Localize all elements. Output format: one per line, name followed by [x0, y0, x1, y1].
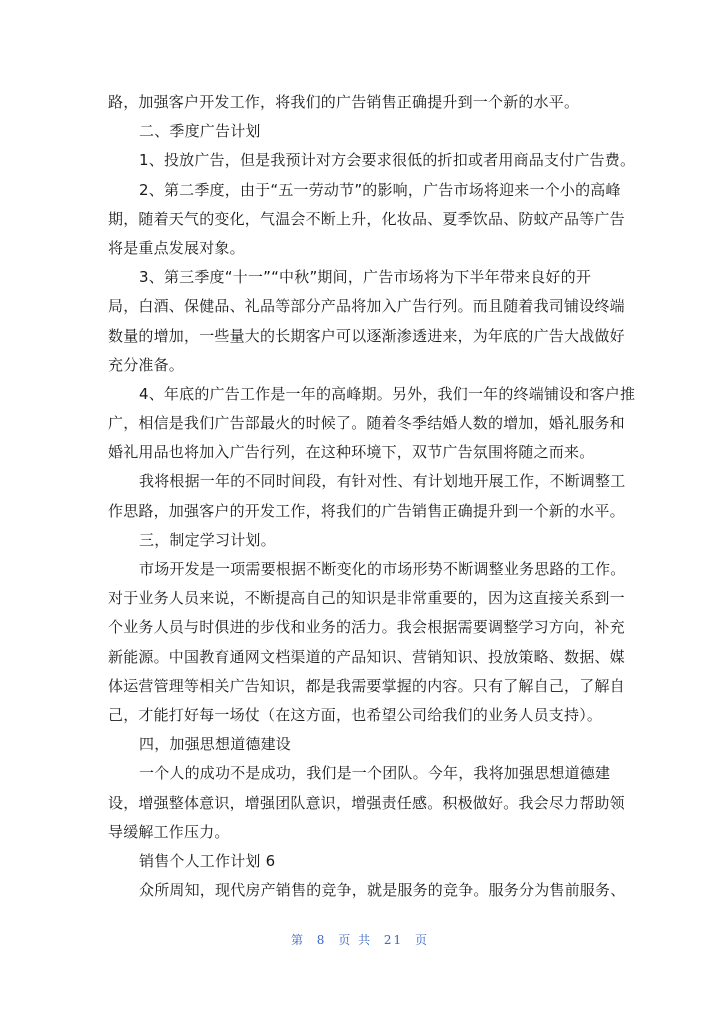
text-line: 设，增强整体意识，增强团队意识，增强责任感。积极做好。我会尽力帮助领 — [108, 793, 625, 812]
text-line: 销售个人工作计划 6 — [139, 851, 276, 870]
text-line: 二、季度广告计划 — [139, 122, 261, 141]
text-line: 我将根据一年的不同时间段，有针对性、有计划地开展工作，不断调整工 — [139, 472, 626, 491]
text-line: 充分准备。 — [108, 355, 185, 374]
text-line: 局，白酒、保健品、礼品等部分产品将加入广告行列。而且随着我司铺设终端 — [108, 297, 625, 316]
text-line: 导缓解工作压力。 — [108, 822, 230, 841]
text-line: 新能源。中国教育通网文档渠道的产品知识、营销知识、投放策略、数据、媒 — [108, 647, 625, 666]
text-line: 一个人的成功不是成功，我们是一个团队。今年，我将加强思想道德建 — [139, 764, 611, 783]
footer-middle: 页 共 — [338, 933, 373, 947]
text-line: 对于业务人员来说，不断提高自己的知识是非常重要的，因为这直接关系到一 — [108, 589, 625, 608]
text-line: 婚礼用品也将加入广告行列，在这种环境下，双节广告氛围将随之而来。 — [108, 443, 595, 462]
text-line: 广，相信是我们广告部最火的时候了。随着冬季结婚人数的增加，婚礼服务和 — [108, 414, 625, 433]
page-footer — [0, 931, 720, 948]
footer-suffix: 页 — [415, 933, 430, 947]
text-line: 4、年底的广告工作是一年的高峰期。另外，我们一年的终端铺设和客户推 — [139, 384, 636, 403]
text-line: 己，才能打好每一场仗（在这方面，也希望公司给我们的业务人员支持）。 — [108, 705, 603, 724]
footer-prefix: 第 — [290, 933, 305, 947]
text-line: 市场开发是一项需要根据不断变化的市场形势不断调整业务思路的工作。 — [139, 560, 626, 578]
text-line: 四，加强思想道德建设 — [139, 735, 292, 754]
text-line: 将是重点发展对象。 — [108, 238, 245, 257]
text-line: 体运营管理等相关广告知识，都是我需要掌握的内容。只有了解自己，了解自 — [108, 676, 625, 695]
text-line: 路，加强客户开发工作，将我们的广告销售正确提升到一个新的水平。 — [108, 93, 580, 111]
text-line: 1、投放广告，但是我预计对方会要求很低的折扣或者用商品支付广告费。 — [139, 151, 636, 170]
text-line: 2、第二季度，由于“五一劳动节”的影响，广告市场将迎来一个小的高峰 — [139, 180, 621, 199]
footer-page-number: 8 — [316, 933, 327, 947]
text-line: 3、第三季度“十一”“中秋”期间，广告市场将为下半年带来良好的开 — [139, 268, 592, 287]
text-line: 三，制定学习计划。 — [139, 530, 276, 549]
text-line: 个业务人员与时俱进的步伐和业务的活力。我会根据需要调整学习方向，补充 — [108, 618, 625, 637]
text-line: 数量的增加，一些量大的长期客户可以逐渐渗透进来，为年底的广告大战做好 — [108, 326, 625, 345]
text-line: 期，随着天气的变化，气温会不断上升，化妆品、夏季饮品、防蚊产品等广告 — [108, 209, 625, 228]
text-line: 作思路，加强客户的开发工作，将我们的广告销售正确提升到一个新的水平。 — [108, 501, 625, 520]
text-line: 众所周知，现代房产销售的竞争，就是服务的竞争。服务分为售前服务、 — [139, 881, 626, 900]
footer-total-pages: 21 — [383, 933, 404, 947]
document-body — [108, 88, 636, 905]
